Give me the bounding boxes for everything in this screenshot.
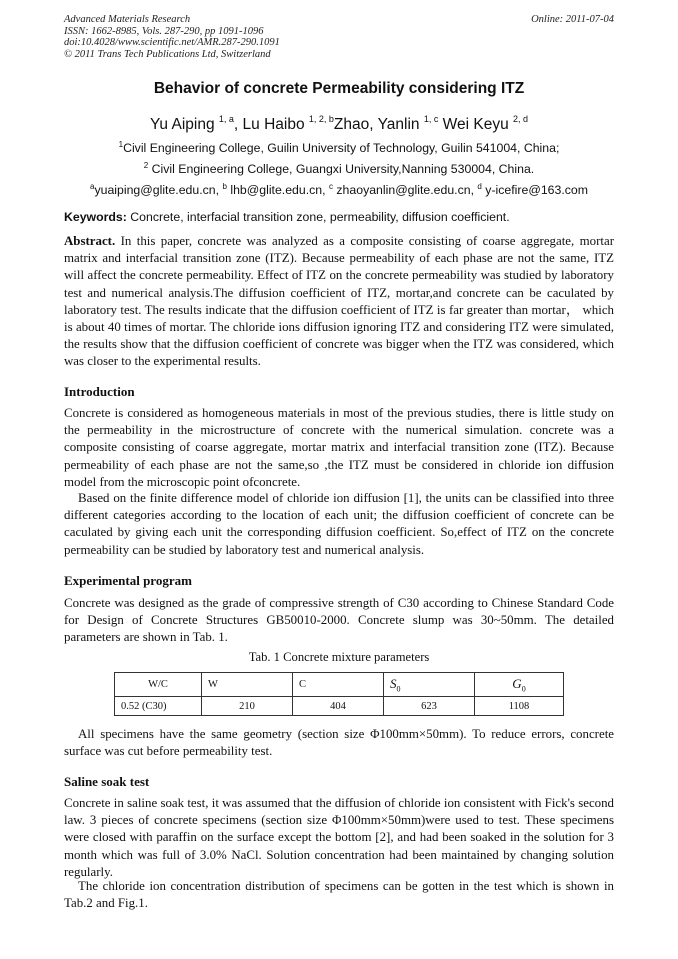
journal-name: Advanced Materials Research: [64, 14, 191, 25]
keywords-text: Concrete, interfacial transition zone, permeability, diffusion coefficient.: [126, 210, 510, 224]
table-cell: 623: [384, 697, 475, 716]
running-header: [64, 14, 614, 60]
table-cell: 0.52 (C30): [115, 697, 202, 716]
introduction-paragraph-2: Based on the finite difference model of chloride ion diffusion [1], the units can be classified into three different categories according to the location of each unit; the diffusion coefficient of concrete can be caculated by giving each unit the corresponding diffusion coefficient. So,effect of ITZ on the concrete permeability can be studied by laboratory test and numerical analysis.: [64, 491, 614, 557]
issn-line: ISSN: 1662-8985, Vols. 287-290, pp 1091-1096: [64, 25, 264, 37]
doi-line: doi:10.4028/www.scientific.net/AMR.287-290.1091: [64, 37, 280, 49]
table-cell: 404: [293, 697, 384, 716]
copyright-line: © 2011 Trans Tech Publications Ltd, Switzerland: [64, 48, 271, 60]
author-name: Zhao, Yanlin: [333, 116, 424, 133]
abstract: [64, 233, 614, 371]
author-affil-sup: 2, d: [513, 114, 529, 124]
author-name: Yu Aiping: [149, 116, 219, 133]
section-heading-saline: Saline soak test: [64, 774, 150, 789]
table-header-cell: [384, 673, 475, 697]
affiliation-1: $^1$Civil Engineering College, Guilin University of Technology, Guilin 541004, China;: [118, 140, 560, 155]
author-name: , Lu Haibo: [233, 116, 309, 133]
symbol-s: $S_0$: [390, 675, 401, 694]
author-affil-sup: 1, 2, b: [308, 114, 334, 124]
saline-paragraph-1: Concrete in saline soak test, it was assumed that the diffusion of chloride ion consistent with Fick's second law. 3 pieces of concrete specimens (section size Φ100mm×50mm)were used to test. These specimens were closed with paraffin on the surface except the bottom [2], and had been soaked in the solution for 3 month which was full of 3.0% NaCl. Solution concentration had been maintained by changing solution regularly.: [64, 796, 614, 879]
table-header-cell: W: [202, 673, 293, 697]
experimental-paragraph-1: Concrete was designed as the grade of compressive strength of C30 according to Chinese Standard Code for Design of Concrete Structures GB50010-2000. Concrete slump was 30~50mm. The detailed parameters are shown in Tab. 1.: [64, 596, 614, 645]
author-list: [64, 114, 614, 134]
email-line: $^a$yuaiping@glite.edu.cn, $^b$ lhb@glite.edu.cn, $^c$ zhaoyanlin@glite.edu.cn, $^d$ y-icefire@163.com: [90, 182, 588, 197]
abstract-label: Abstract.: [64, 234, 116, 248]
table-header-cell: [475, 673, 564, 697]
online-date: Online: 2011-07-04: [531, 14, 614, 25]
abstract-text: In this paper, concrete was analyzed as a composite consisting of coarse aggregate, mortar matrix and interfacial transition zone (ITZ). Because permeability of each phase are not the same, ITZ will affect the concrete permeability. Effect of ITZ on the concrete permeability was studied by laboratory test and numerical analysis.The diffusion coefficient of ITZ, mortar,and concrete can be caculated by laboratory test. The results indicate that the diffusion coefficient of ITZ is far greater than mortar， which is about 40 times of mortar. The chloride ions diffusion ignoring ITZ and considering ITZ were simulated, the results show that the diffusion coefficient of concrete was bigger when the ITZ was considered, which was closer to the experimental results.: [64, 234, 614, 369]
author-affil-sup: 1, c: [423, 114, 439, 124]
table-header-cell: W/C: [115, 673, 202, 697]
table-cell: 210: [202, 697, 293, 716]
author-name: Wei Keyu: [442, 116, 514, 133]
paper-title: Behavior of concrete Permeability considering ITZ: [153, 80, 525, 97]
table-header-cell: C: [293, 673, 384, 697]
saline-paragraph-2: The chloride ion concentration distribution of specimens can be gotten in the test which is shown in Tab.2 and Fig.1.: [64, 879, 614, 911]
symbol-g: $G_0$: [512, 675, 526, 694]
section-heading-experimental: Experimental program: [64, 573, 192, 588]
author-affil-sup: 1, a: [218, 114, 234, 124]
keywords: [64, 210, 614, 224]
experimental-paragraph-2: All specimens have the same geometry (section size Φ100mm×50mm). To reduce errors, concrete surface was cut before permeability test.: [64, 727, 614, 759]
table-cell: 1108: [475, 697, 564, 716]
table-row: [115, 697, 564, 716]
introduction-paragraph-1: Concrete is considered as homogeneous materials in most of the previous studies, there is little study on the permeability in the microstructure of concrete with the numerical simulation. concrete was a composite consisting of coarse aggregate, mortar matrix and interfacial transition zone (ITZ). Because permeability of each phase are not the same,so ,the ITZ must be considered in chloride ion diffusion model from the microscopic point ofconcrete.: [64, 406, 614, 489]
table-header-row: [115, 673, 564, 697]
table-caption: Tab. 1 Concrete mixture parameters: [248, 650, 430, 664]
section-heading-introduction: Introduction: [64, 384, 135, 399]
affiliation-2: $^2$ Civil Engineering College, Guangxi University,Nanning 530004, China.: [143, 161, 535, 176]
mixture-table: [114, 672, 564, 716]
keywords-label: Keywords:: [64, 210, 127, 224]
